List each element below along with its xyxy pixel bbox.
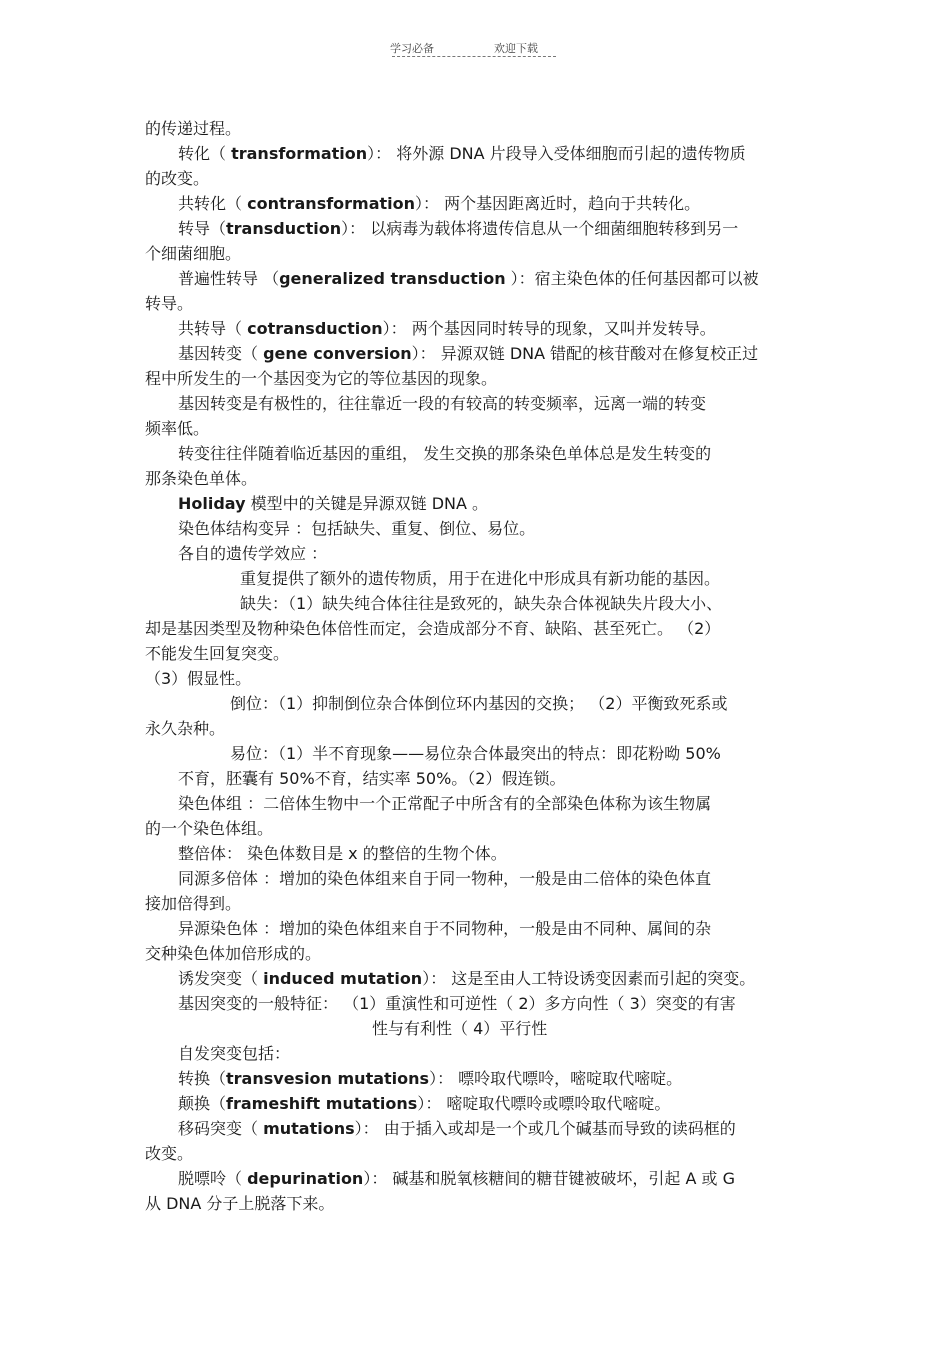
text-segment: 接加倍得到。 (145, 894, 242, 913)
text-line (145, 718, 225, 740)
text-line (145, 668, 251, 690)
text-line (178, 793, 711, 815)
text-segment: 不能发生回复突变。 (145, 644, 290, 663)
text-line (145, 243, 241, 265)
text-segment: 性与有利性（ 4）平行性 (372, 1019, 548, 1038)
term-bold: cotransduction (247, 319, 383, 338)
text-segment: ）： 碱基和脱氧核糖间的糖苷键被破坏，引起 A 或 G (363, 1169, 736, 1188)
text-segment: 共转化（ (178, 194, 248, 213)
text-segment: 倒位：（1）抑制倒位杂合体倒位环内基因的交换； （2）平衡致死系或 (230, 694, 728, 713)
text-line (178, 193, 700, 215)
text-segment: ）： 嘌呤取代嘌呤，嘧啶取代嘧啶。 (429, 1069, 683, 1088)
text-line (178, 443, 711, 465)
text-line (230, 693, 727, 715)
term-bold: induced mutation (263, 969, 423, 988)
text-segment: 的传递过程。 (145, 119, 242, 138)
header-left-text: 学习必备 (390, 42, 434, 55)
text-segment: 易位：（1）半不育现象——易位杂合体最突出的特点：即花粉呦 50% (230, 744, 721, 763)
text-segment: 染色体组 ：二倍体生物中一个正常配子中所含有的全部染色体称为该生物属 (178, 794, 712, 813)
term-bold: generalized transduction (279, 269, 506, 288)
text-segment: 模型中的关键是异源双链 DNA 。 (245, 494, 489, 513)
text-line (145, 943, 321, 965)
text-segment: 移码突变（ (178, 1119, 264, 1138)
text-line (372, 1018, 547, 1040)
term-bold: contransformation (247, 194, 416, 213)
text-line (178, 968, 755, 990)
text-line (178, 768, 565, 790)
text-line (178, 493, 488, 515)
text-line (145, 1193, 334, 1215)
text-segment: ）： 异源双链 DNA 错配的核苷酸对在修复校正过 (411, 344, 759, 363)
text-line (178, 393, 706, 415)
text-line (240, 568, 720, 590)
text-line (145, 168, 209, 190)
text-line (178, 843, 507, 865)
term-bold: depurination (247, 1169, 364, 1188)
text-segment: 共转导（ (178, 319, 248, 338)
text-segment: 转变往往伴随着临近基因的重组， 发生交换的那条染色单体总是发生转变的 (178, 444, 712, 463)
text-line (178, 268, 759, 290)
text-line (145, 468, 257, 490)
text-line (178, 1118, 736, 1140)
text-segment: 缺失：（1）缺失纯合体往往是致死的，缺失杂合体视缺失片段大小、 (240, 594, 723, 613)
text-line (145, 418, 209, 440)
text-segment: 诱发突变（ (178, 969, 264, 988)
text-line (240, 593, 722, 615)
term-bold: transduction (226, 219, 342, 238)
text-segment: 程中所发生的一个基因变为它的等位基因的现象。 (145, 369, 498, 388)
text-segment: ）： 以病毒为载体将遗传信息从一个细菌细胞转移到另一 (341, 219, 739, 238)
text-line (145, 1143, 193, 1165)
text-line (178, 518, 535, 540)
term-bold: mutations (263, 1119, 355, 1138)
text-segment: ）： 这是至由人工特设诱变因素而引起的突变。 (422, 969, 756, 988)
text-segment: ）：宿主染色体的任何基因都可以被 (505, 269, 759, 288)
text-line (178, 1068, 682, 1090)
text-segment: ）： 嘧啶取代嘌呤或嘌呤取代嘧啶。 (417, 1094, 671, 1113)
text-line (145, 618, 720, 640)
text-line (178, 218, 738, 240)
text-line (178, 143, 746, 165)
text-line (178, 993, 736, 1015)
text-line (145, 118, 241, 140)
text-segment: 永久杂种。 (145, 719, 226, 738)
text-line (178, 318, 716, 340)
text-segment: 各自的遗传学效应 ： (178, 544, 328, 563)
text-line (230, 743, 721, 765)
term-bold: Holiday (178, 494, 246, 513)
text-line (178, 918, 711, 940)
text-line (178, 1093, 670, 1115)
text-segment: ）： 两个基因同时转导的现象，又叫并发转导。 (382, 319, 716, 338)
text-segment: 从 DNA 分子上脱落下来。 (145, 1194, 335, 1213)
text-line (178, 543, 327, 565)
text-segment: 转导（ (178, 219, 227, 238)
text-line (145, 368, 497, 390)
text-segment: 异源染色体 ：增加的染色体组来自于不同物种，一般是由不同种、属间的杂 (178, 919, 712, 938)
text-segment: ）： 由于插入或却是一个或几个碱基而导致的读码框的 (354, 1119, 736, 1138)
text-segment: 基因突变的一般特征： （1）重演性和可逆性（ 2）多方向性（ 3）突变的有害 (178, 994, 736, 1013)
text-segment: 转导。 (145, 294, 194, 313)
text-line (178, 1168, 735, 1190)
text-line (178, 1043, 290, 1065)
text-segment: 普遍性转导 （ (178, 269, 280, 288)
text-segment: 脱嘌呤（ (178, 1169, 248, 1188)
text-line (145, 643, 289, 665)
text-segment: ）： 两个基因距离近时，趋向于共转化。 (415, 194, 701, 213)
term-bold: frameshift mutations (226, 1094, 418, 1113)
term-bold: gene conversion (263, 344, 412, 363)
text-segment: 同源多倍体 ：增加的染色体组来自于同一物种，一般是由二倍体的染色体直 (178, 869, 712, 888)
text-segment: 却是基因类型及物种染色体倍性而定，会造成部分不育、缺陷、甚至死亡。 （2） (145, 619, 721, 638)
term-bold: transformation (231, 144, 368, 163)
text-segment: 改变。 (145, 1144, 194, 1163)
text-segment: 不育，胚囊有 50%不育，结实率 50%。（2）假连锁。 (178, 769, 566, 788)
text-segment: 频率低。 (145, 419, 210, 438)
text-segment: 个细菌细胞。 (145, 244, 242, 263)
text-line (145, 818, 273, 840)
text-segment: 自发突变包括： (178, 1044, 291, 1063)
text-line (178, 343, 758, 365)
text-segment: 整倍体： 染色体数目是 x 的整倍的生物个体。 (178, 844, 507, 863)
text-segment: 基因转变（ (178, 344, 264, 363)
text-line (145, 893, 241, 915)
text-segment: 重复提供了额外的遗传物质，用于在进化中形成具有新功能的基因。 (240, 569, 721, 588)
text-segment: 交种染色体加倍形成的。 (145, 944, 322, 963)
text-segment: 染色体结构变异 ：包括缺失、重复、倒位、易位。 (178, 519, 536, 538)
page-header (390, 40, 560, 56)
text-line (178, 868, 711, 890)
text-segment: 基因转变是有极性的，往往靠近一段的有较高的转变频率，远离一端的转变 (178, 394, 707, 413)
header-divider (392, 56, 556, 57)
text-segment: 转换（ (178, 1069, 227, 1088)
header-right-text: 欢迎下载 (494, 42, 538, 55)
text-segment: 颠换（ (178, 1094, 227, 1113)
text-segment: 的改变。 (145, 169, 210, 188)
term-bold: transvesion mutations (226, 1069, 430, 1088)
text-segment: ）： 将外源 DNA 片段导入受体细胞而引起的遗传物质 (367, 144, 746, 163)
text-segment: （3）假显性。 (145, 669, 252, 688)
text-line (145, 293, 193, 315)
text-segment: 的一个染色体组。 (145, 819, 274, 838)
text-segment: 那条染色单体。 (145, 469, 258, 488)
text-segment: 转化（ (178, 144, 232, 163)
